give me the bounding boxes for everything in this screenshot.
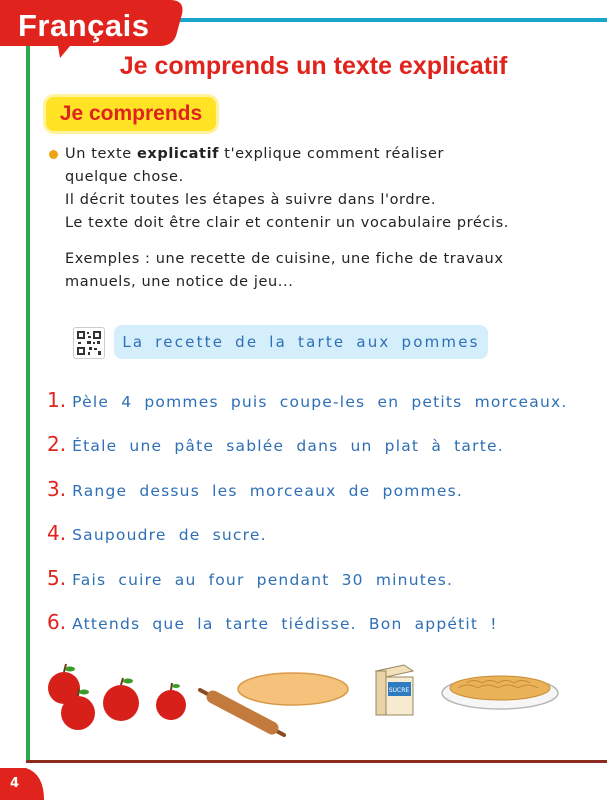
sugar-label: SUCRE	[388, 687, 410, 694]
top-border-line	[150, 18, 607, 22]
bottom-border-line	[26, 760, 607, 763]
sugar-box-icon	[376, 665, 413, 715]
dough-icon	[238, 673, 348, 705]
apple-icon	[103, 678, 139, 721]
step-number: 1.	[47, 388, 67, 412]
intro-text: Un texte	[65, 146, 137, 162]
intro-keyword: explicatif	[136, 146, 220, 162]
step-text: Fais cuire au four pendant 30 minutes.	[72, 571, 454, 589]
section-badge-label: Je comprends	[59, 102, 203, 125]
step-5	[47, 566, 453, 590]
intro-line-3: Il décrit toutes les étapes à suivre dans l'ordre.	[65, 192, 437, 208]
recipe-illustration	[0, 655, 607, 755]
step-text: Saupoudre de sucre.	[72, 526, 267, 544]
subject-tab	[0, 0, 185, 54]
step-text: Pèle 4 pommes puis coupe-les en petits morceaux.	[72, 393, 568, 411]
step-number: 6.	[47, 610, 67, 634]
apple-icon	[156, 683, 186, 720]
intro-line-2: quelque chose.	[65, 169, 184, 185]
step-1	[47, 388, 567, 412]
section-badge	[46, 97, 216, 131]
apple-tart-icon	[442, 676, 558, 709]
step-2	[47, 432, 504, 456]
page-number-label: 4	[10, 776, 20, 791]
step-number: 2.	[47, 432, 67, 456]
bullet-dot-icon	[49, 150, 58, 159]
step-number: 5.	[47, 566, 67, 590]
step-6	[47, 610, 498, 634]
step-4	[47, 521, 267, 545]
step-3	[47, 477, 463, 501]
examples-line-2: manuels, une notice de jeu...	[65, 274, 294, 290]
left-border-line	[26, 40, 30, 760]
page-title: Je comprends un texte explicatif	[119, 52, 508, 80]
subject-tab-label: Français	[18, 8, 150, 43]
step-number: 3.	[47, 477, 67, 501]
page-number	[0, 768, 46, 800]
recipe-title: La recette de la tarte aux pommes	[114, 325, 488, 359]
step-text: Attends que la tarte tiédisse. Bon appétit !	[72, 615, 498, 633]
step-text: Range dessus les morceaux de pommes.	[72, 482, 463, 500]
intro-text: t'explique comment réaliser	[219, 146, 445, 162]
examples-line-1: Exemples : une recette de cuisine, une fiche de travaux	[65, 251, 504, 267]
step-text: Étale une pâte sablée dans un plat à tarte.	[72, 437, 504, 455]
step-number: 4.	[47, 521, 67, 545]
intro-line-1	[65, 143, 444, 166]
intro-line-4: Le texte doit être clair et contenir un vocabulaire précis.	[65, 215, 509, 231]
qr-code-icon[interactable]	[73, 327, 105, 359]
